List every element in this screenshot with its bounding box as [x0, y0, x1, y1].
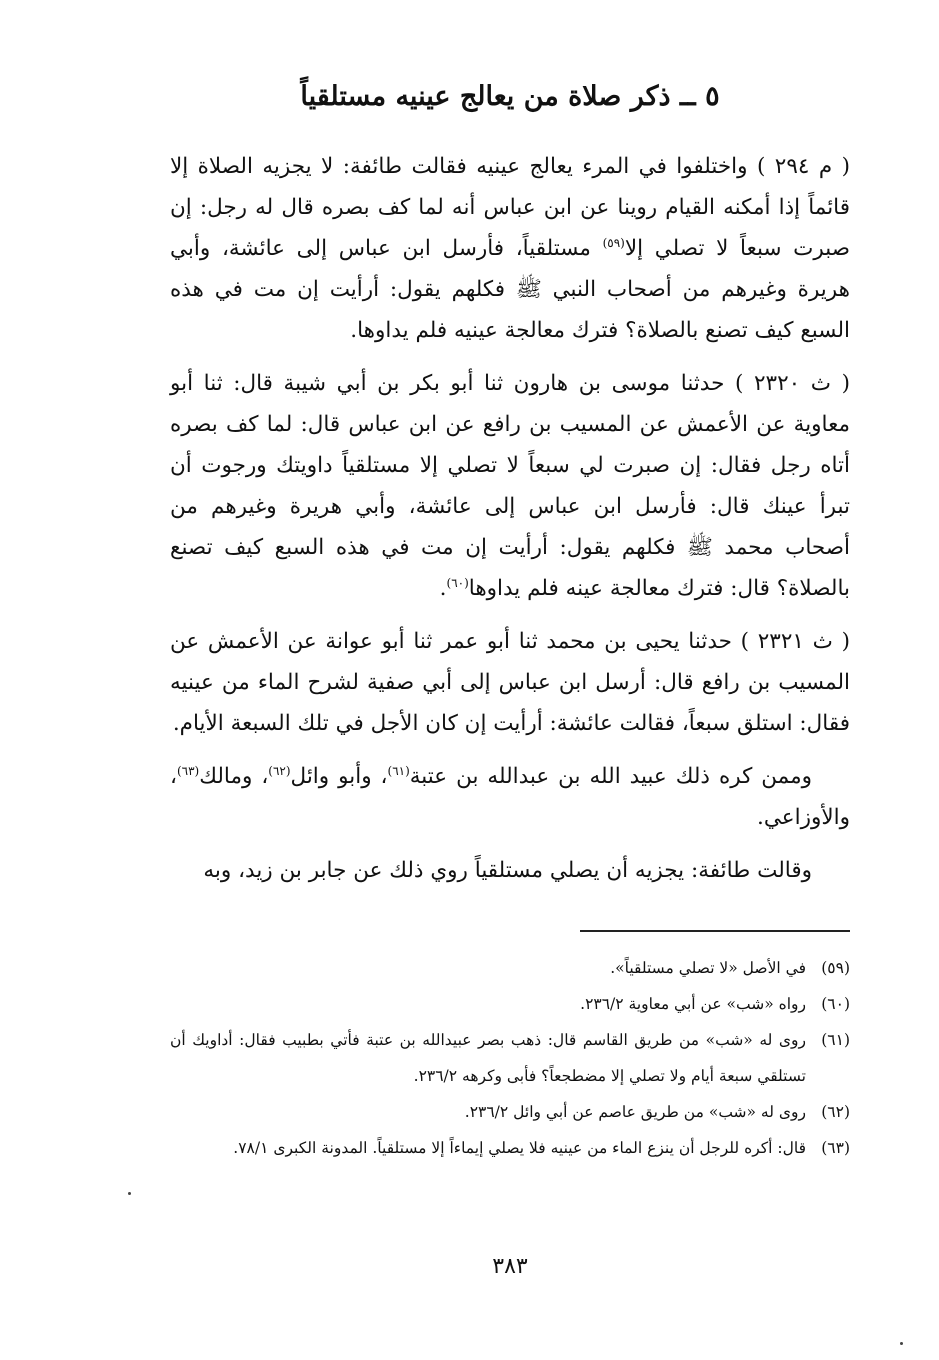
footnote-ref-62[interactable]: (٦٢) [268, 763, 291, 778]
paragraph-text: واختلفوا في المرء يعالج عينيه فقالت طائفة: لا يجزيه الصلاة إلا قائماً إذا أمكنه القيام روينا عن ابن عباس أنه لما كف بصره قال له رجل: إن صبرت سبعاً لا تصلي إلا [170, 154, 850, 261]
paragraph-m294 [170, 146, 850, 351]
paragraph-th2321 [170, 621, 850, 744]
footnote-62 [170, 1094, 850, 1130]
footnote-number: (٦١) [821, 1031, 850, 1049]
main-text [170, 146, 850, 903]
paragraph-th2320 [170, 363, 850, 609]
footnote-text: رواه «شب» عن أبي معاوية ٢٣٦/٢. [580, 995, 806, 1013]
paragraph-text-continued: . [439, 576, 447, 601]
footnote-ref-60[interactable]: (٦٠) [446, 575, 469, 590]
reference-mark: ( م ٢٩٤ ) [756, 154, 850, 179]
chapter-title: ٥ ــ ذكر صلاة من يعالج عينيه مستلقياً [300, 81, 720, 112]
paragraph-text: ، ومالك [199, 764, 269, 789]
footnotes-section [170, 950, 850, 1166]
footnote-ref-61[interactable]: (٦١) [387, 763, 410, 778]
paragraph-disliked-by [170, 756, 850, 838]
paragraph-text: ، وأبو وائل [290, 764, 388, 789]
footnote-59 [170, 950, 850, 986]
paragraph-text-continued: مستلقياً، فأرسل ابن عباس إلى عائشة، وأبي هريرة وغيرهم من أصحاب النبي ﷺ فكلهم يقول: أرأيت إن مت في هذه السبع كيف تصنع بالصلاة؟ فترك معالجة عينيه فلم يداوها. [170, 236, 850, 343]
footnote-number: (٦٢) [821, 1103, 850, 1121]
footnote-63 [170, 1130, 850, 1166]
paragraph-text: حدثنا موسى بن هارون ثنا أبو بكر بن أبي شيبة قال: ثنا أبو معاوية عن الأعمش عن المسيب بن رافع عن ابن عباس قال: لما كف بصره أتاه رجل فقال: إن صبرت لي سبعاً لا تصلي إلا مستلقياً داويتك ورجوت أن تبرأ عينك قال: فأرسل ابن عباس إلى عائشة، وأبي هريرة وغيرهم من أصحاب محمد ﷺ فكلهم يقول: أرأيت إن مت في هذه السبع كيف تصنع بالصلاة؟ قال: فترك معالجة عينه فلم يداوها [170, 371, 850, 601]
footnote-text: روى له «شب» من طريق عاصم عن أبي وائل ٢٣٦/٢. [464, 1103, 806, 1121]
footnote-ref-59[interactable]: (٥٩) [602, 235, 625, 250]
paragraph-text: وممن كره ذلك عبيد الله بن عبدالله بن عتبة [409, 764, 812, 789]
footnote-text: قال: أكره للرجل أن ينزع الماء من عينيه فلا يصلي إيماءاً إلا مستلقياً. المدونة الكبرى ٧٨/١. [233, 1139, 806, 1157]
paragraph-permitted [170, 850, 850, 891]
paragraph-text: وقالت طائفة: يجزيه أن يصلي مستلقياً روي ذلك عن جابر بن زيد، وبه [203, 858, 812, 883]
footnote-divider [580, 930, 850, 932]
reference-mark: ( ث ٢٣٢١ ) [740, 629, 850, 654]
scan-speck [128, 1192, 131, 1195]
footnote-number: (٥٩) [821, 959, 850, 977]
footnote-number: (٦٠) [821, 995, 850, 1013]
paragraph-text: ، والأوزاعي. [170, 764, 850, 830]
footnote-number: (٦٣) [821, 1139, 850, 1157]
scan-speck [900, 1342, 903, 1345]
footnote-61 [170, 1022, 850, 1094]
reference-mark: ( ث ٢٣٢٠ ) [734, 371, 850, 396]
footnote-text: روى له «شب» من طريق القاسم قال: ذهب بصر عبيدالله بن عتبة فأتي بطبيب فقال: أداويك أن تستلقي سبعة أيام ولا تصلي إلا مضطجعاً؟ فأبى وكرهه ٢٣٦/٢. [170, 1031, 806, 1085]
footnote-60 [170, 986, 850, 1022]
footnote-ref-63[interactable]: (٦٣) [176, 763, 200, 778]
paragraph-text: حدثنا يحيى بن محمد ثنا أبو عمر ثنا أبو عوانة عن الأعمش عن المسيب بن رافع قال: أرسل ابن عباس إلى أبي صفية لشرح الماء من عينيه فقال: استلق سبعاً، فقالت عائشة: أرأيت إن كان الأجل في تلك السبعة الأيام. [170, 629, 850, 736]
book-page [170, 0, 850, 1360]
footnote-text: في الأصل «لا تصلي مستلقياً». [610, 959, 806, 977]
page-number: ٣٨٣ [492, 1254, 528, 1279]
